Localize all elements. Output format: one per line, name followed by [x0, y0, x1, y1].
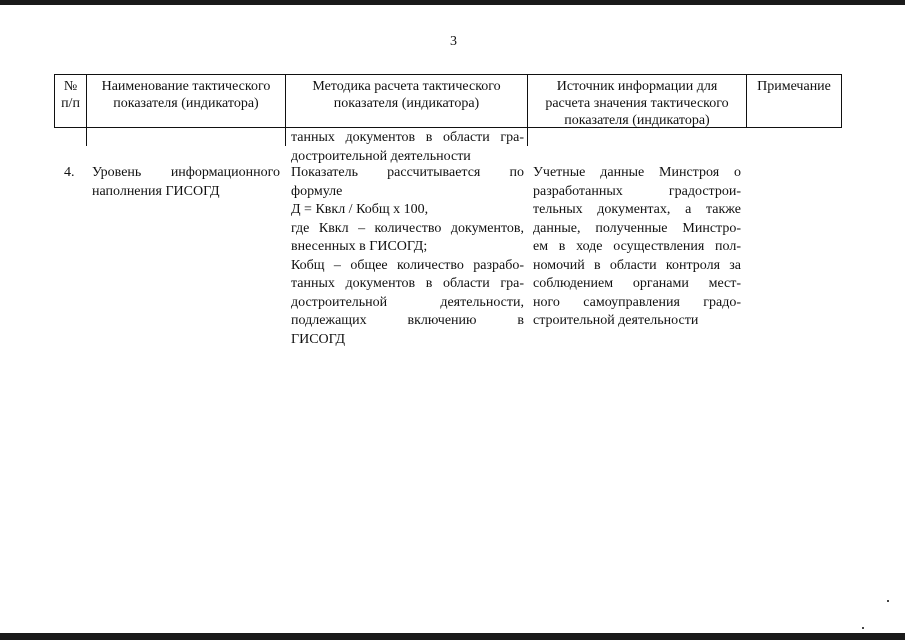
text-line: наполнения ГИСОГД: [92, 183, 220, 199]
header-cell-method: [286, 78, 527, 112]
scan-border-bottom: [0, 633, 905, 640]
text-line: ем в ходе осуществления пол-: [533, 239, 741, 254]
row-source: [533, 164, 741, 331]
header-text: показателя (индикатора): [564, 113, 710, 128]
text-line: данные, полученные Минстро-: [533, 220, 741, 236]
header-text: Методика расчета тактического: [312, 79, 501, 94]
text-line: внесенных в ГИСОГД;: [291, 239, 428, 254]
table-border-top: [54, 74, 842, 75]
text-line: танных документов в области гра-: [291, 276, 524, 291]
text-line: формуле: [291, 183, 343, 199]
continuation-text: [291, 129, 524, 166]
text-line: ГИСОГД: [291, 331, 346, 347]
table-border-right: [841, 74, 842, 128]
text-line: танных документов в области гра-: [291, 130, 524, 145]
header-text: п/п: [61, 96, 80, 111]
text-line: Кобщ – общее количество разрабо-: [291, 257, 524, 273]
header-text: Наименование тактического: [101, 79, 271, 94]
text-line: достроительной деятельности: [291, 148, 471, 164]
text-line: где Квкл – количество документов,: [291, 220, 524, 236]
text-line: Учетные данные Минстроя о: [533, 165, 741, 180]
header-cell-number: [55, 78, 86, 112]
text-line: ного самоуправления градо-: [533, 294, 741, 310]
row-indicator-name: [92, 164, 280, 201]
row-number: 4.: [64, 165, 75, 180]
text-line: подлежащих включению в: [291, 313, 524, 328]
header-cell-note: [747, 78, 841, 95]
text-line: разработанных градострои-: [533, 183, 741, 199]
scan-speck: [862, 627, 864, 629]
text-line: номочий в области контроля за: [533, 257, 741, 273]
text-line: Показатель рассчитывается по: [291, 165, 524, 180]
header-text: №: [63, 79, 78, 94]
text-line: строительной деятельности: [533, 313, 699, 328]
text-line: соблюдением органами мест-: [533, 276, 741, 291]
text-line: достроительной деятельности,: [291, 294, 524, 310]
row-method: [291, 164, 524, 349]
page-number: 3: [450, 34, 457, 49]
header-cell-name: [87, 78, 285, 112]
scan-border-top: [0, 0, 905, 5]
text-line: Уровень информационного: [92, 165, 280, 180]
text-line: тельных документах, а также: [533, 202, 741, 217]
formula: Д = Квкл / Кобщ х 100,: [291, 202, 429, 217]
header-text: показателя (индикатора): [113, 96, 259, 111]
header-text: показателя (индикатора): [333, 96, 480, 111]
header-text: расчета значения тактического: [545, 96, 729, 111]
header-text: Примечание: [757, 79, 831, 94]
header-text: Источник информации для: [556, 79, 718, 94]
header-cell-source: [528, 78, 746, 129]
scan-speck: [887, 600, 889, 602]
